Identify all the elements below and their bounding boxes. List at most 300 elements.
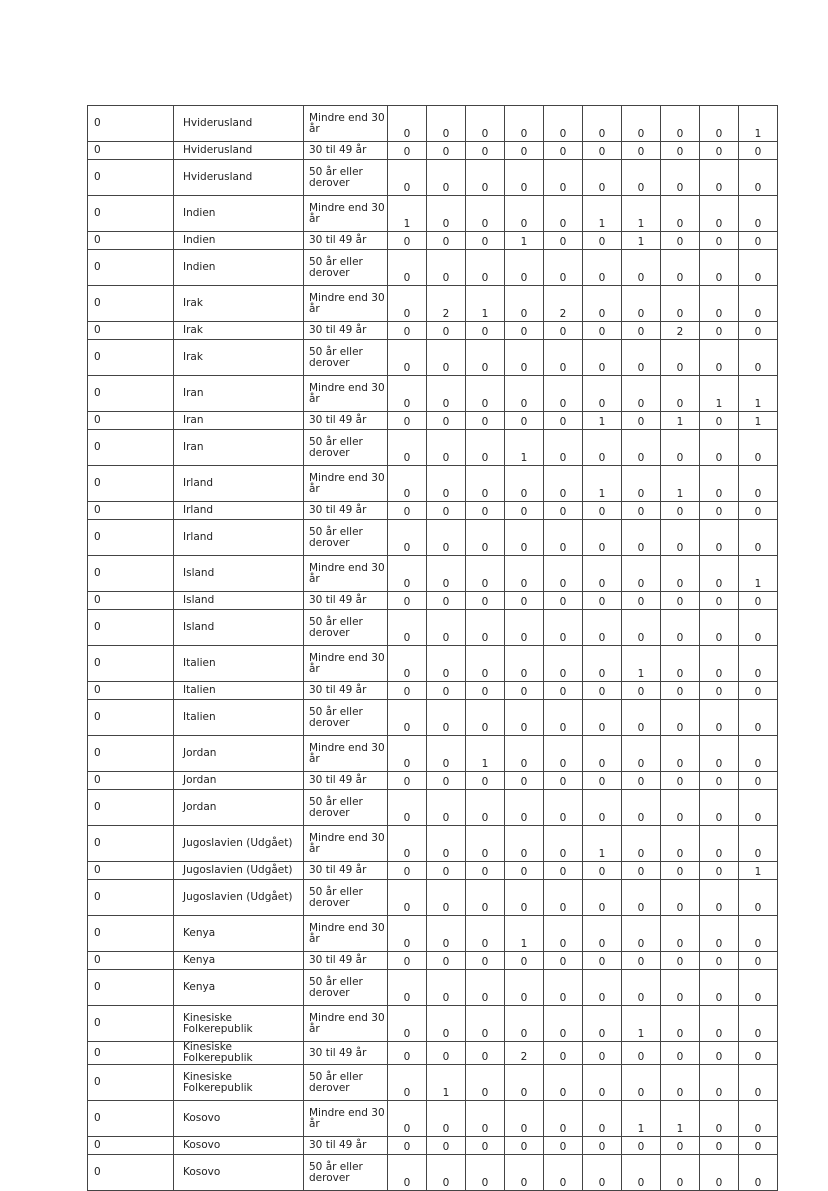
- cell-value: 0: [388, 1065, 427, 1101]
- cell-value: 0: [700, 412, 739, 430]
- table-row: [88, 592, 778, 610]
- cell-value: 0: [739, 160, 778, 196]
- cell-value: 0: [544, 952, 583, 970]
- cell-value: 0: [739, 592, 778, 610]
- cell-age-group: Mindre end 30 år: [304, 1101, 388, 1137]
- cell-code: 0: [88, 412, 174, 430]
- cell-value: 1: [583, 412, 622, 430]
- cell-code: 0: [88, 1155, 174, 1191]
- cell-value: 1: [661, 466, 700, 502]
- cell-value: 0: [388, 952, 427, 970]
- cell-country: Kinesiske Folkerepublik: [174, 1006, 304, 1042]
- table-row: [88, 520, 778, 556]
- cell-value: 0: [466, 772, 505, 790]
- cell-value: 0: [661, 232, 700, 250]
- cell-age-group: 30 til 49 år: [304, 952, 388, 970]
- cell-value: 0: [544, 646, 583, 682]
- cell-value: 0: [466, 970, 505, 1006]
- cell-value: 0: [505, 646, 544, 682]
- cell-value: 0: [583, 1006, 622, 1042]
- cell-value: 0: [661, 376, 700, 412]
- cell-value: 0: [622, 1137, 661, 1155]
- cell-value: 0: [583, 1042, 622, 1065]
- cell-value: 0: [466, 142, 505, 160]
- cell-value: 0: [388, 700, 427, 736]
- cell-country: Iran: [174, 430, 304, 466]
- cell-value: 0: [388, 880, 427, 916]
- cell-value: 0: [388, 106, 427, 142]
- cell-age-group: 50 år eller derover: [304, 430, 388, 466]
- cell-age-group: 50 år eller derover: [304, 250, 388, 286]
- cell-value: 0: [427, 790, 466, 826]
- cell-value: 0: [505, 682, 544, 700]
- cell-value: 0: [388, 592, 427, 610]
- cell-value: 0: [505, 286, 544, 322]
- cell-country: Jugoslavien (Udgået): [174, 880, 304, 916]
- cell-value: 0: [388, 646, 427, 682]
- cell-value: 0: [622, 1065, 661, 1101]
- table-row: [88, 736, 778, 772]
- cell-value: 0: [466, 376, 505, 412]
- cell-value: 0: [466, 412, 505, 430]
- cell-code: 0: [88, 286, 174, 322]
- cell-value: 0: [700, 466, 739, 502]
- cell-value: 0: [544, 520, 583, 556]
- cell-value: 0: [466, 1155, 505, 1191]
- cell-value: 0: [505, 412, 544, 430]
- cell-country: Iran: [174, 376, 304, 412]
- cell-value: 0: [661, 952, 700, 970]
- cell-value: 0: [388, 142, 427, 160]
- cell-value: 0: [661, 826, 700, 862]
- cell-value: 0: [388, 826, 427, 862]
- cell-value: 0: [427, 340, 466, 376]
- cell-value: 0: [505, 556, 544, 592]
- cell-age-group: Mindre end 30 år: [304, 376, 388, 412]
- cell-value: 0: [583, 160, 622, 196]
- table-row: [88, 826, 778, 862]
- cell-value: 0: [700, 682, 739, 700]
- cell-country: Italien: [174, 682, 304, 700]
- cell-code: 0: [88, 340, 174, 376]
- cell-value: 0: [700, 196, 739, 232]
- cell-value: 0: [544, 736, 583, 772]
- cell-value: 0: [700, 826, 739, 862]
- table-row: [88, 556, 778, 592]
- cell-value: 0: [661, 196, 700, 232]
- cell-value: 0: [505, 1006, 544, 1042]
- cell-age-group: 50 år eller derover: [304, 340, 388, 376]
- cell-value: 0: [700, 646, 739, 682]
- cell-value: 0: [739, 1065, 778, 1101]
- cell-code: 0: [88, 142, 174, 160]
- cell-value: 0: [700, 322, 739, 340]
- cell-value: 0: [583, 592, 622, 610]
- cell-value: 0: [466, 250, 505, 286]
- cell-age-group: 50 år eller derover: [304, 520, 388, 556]
- cell-value: 0: [700, 250, 739, 286]
- cell-value: 0: [427, 736, 466, 772]
- cell-value: 0: [505, 970, 544, 1006]
- cell-value: 0: [427, 1137, 466, 1155]
- cell-country: Irland: [174, 502, 304, 520]
- cell-country: Island: [174, 592, 304, 610]
- cell-value: 0: [739, 232, 778, 250]
- cell-value: 1: [739, 376, 778, 412]
- cell-age-group: 30 til 49 år: [304, 232, 388, 250]
- cell-value: 0: [583, 790, 622, 826]
- cell-value: 0: [622, 556, 661, 592]
- cell-value: 0: [739, 682, 778, 700]
- cell-code: 0: [88, 826, 174, 862]
- cell-value: 0: [427, 106, 466, 142]
- cell-country: Kinesiske Folkerepublik: [174, 1065, 304, 1101]
- cell-value: 0: [583, 520, 622, 556]
- cell-value: 0: [466, 646, 505, 682]
- cell-value: 0: [583, 880, 622, 916]
- table-row: [88, 790, 778, 826]
- cell-value: 0: [583, 340, 622, 376]
- cell-value: 0: [700, 160, 739, 196]
- cell-value: 0: [700, 880, 739, 916]
- cell-value: 0: [622, 502, 661, 520]
- cell-age-group: Mindre end 30 år: [304, 466, 388, 502]
- cell-country: Irland: [174, 466, 304, 502]
- cell-value: 1: [661, 412, 700, 430]
- cell-value: 0: [583, 376, 622, 412]
- cell-value: 0: [739, 340, 778, 376]
- cell-value: 0: [739, 952, 778, 970]
- cell-value: 1: [622, 196, 661, 232]
- cell-age-group: Mindre end 30 år: [304, 646, 388, 682]
- cell-value: 0: [544, 1155, 583, 1191]
- cell-age-group: 30 til 49 år: [304, 592, 388, 610]
- cell-value: 0: [466, 790, 505, 826]
- cell-country: Kosovo: [174, 1155, 304, 1191]
- cell-country: Jordan: [174, 772, 304, 790]
- cell-value: 0: [505, 880, 544, 916]
- cell-value: 0: [622, 700, 661, 736]
- cell-code: 0: [88, 430, 174, 466]
- cell-value: 0: [622, 412, 661, 430]
- cell-value: 0: [427, 556, 466, 592]
- cell-value: 0: [427, 196, 466, 232]
- table-row: [88, 340, 778, 376]
- cell-value: 0: [622, 340, 661, 376]
- cell-value: 0: [661, 520, 700, 556]
- cell-code: 0: [88, 1137, 174, 1155]
- cell-value: 0: [544, 970, 583, 1006]
- cell-value: 0: [583, 646, 622, 682]
- cell-value: 0: [427, 646, 466, 682]
- cell-value: 0: [466, 700, 505, 736]
- table-row: [88, 700, 778, 736]
- cell-value: 0: [505, 952, 544, 970]
- table-row: [88, 916, 778, 952]
- cell-value: 0: [583, 502, 622, 520]
- cell-value: 0: [661, 142, 700, 160]
- cell-value: 0: [700, 502, 739, 520]
- cell-value: 0: [544, 700, 583, 736]
- cell-age-group: 30 til 49 år: [304, 142, 388, 160]
- cell-value: 0: [583, 610, 622, 646]
- cell-value: 2: [427, 286, 466, 322]
- cell-country: Italien: [174, 646, 304, 682]
- cell-value: 0: [544, 1065, 583, 1101]
- cell-age-group: 50 år eller derover: [304, 880, 388, 916]
- cell-country: Jugoslavien (Udgået): [174, 826, 304, 862]
- cell-value: 0: [427, 1006, 466, 1042]
- cell-value: 0: [388, 466, 427, 502]
- cell-value: 0: [427, 250, 466, 286]
- cell-value: 0: [700, 772, 739, 790]
- table-row: [88, 250, 778, 286]
- cell-value: 0: [583, 142, 622, 160]
- cell-code: 0: [88, 682, 174, 700]
- cell-age-group: 50 år eller derover: [304, 970, 388, 1006]
- cell-value: 0: [700, 520, 739, 556]
- cell-value: 0: [427, 376, 466, 412]
- cell-age-group: 30 til 49 år: [304, 502, 388, 520]
- cell-value: 0: [739, 610, 778, 646]
- cell-value: 0: [661, 340, 700, 376]
- cell-value: 0: [700, 286, 739, 322]
- cell-value: 1: [739, 556, 778, 592]
- cell-value: 0: [427, 142, 466, 160]
- cell-value: 0: [739, 502, 778, 520]
- cell-value: 1: [622, 646, 661, 682]
- cell-value: 1: [583, 466, 622, 502]
- cell-value: 0: [544, 196, 583, 232]
- cell-value: 1: [622, 1006, 661, 1042]
- cell-value: 0: [427, 772, 466, 790]
- cell-value: 0: [583, 286, 622, 322]
- table-row: [88, 430, 778, 466]
- cell-value: 0: [427, 502, 466, 520]
- cell-code: 0: [88, 1101, 174, 1137]
- table-row: [88, 376, 778, 412]
- cell-value: 0: [544, 592, 583, 610]
- cell-value: 0: [622, 862, 661, 880]
- cell-code: 0: [88, 466, 174, 502]
- cell-value: 0: [466, 1006, 505, 1042]
- cell-value: 0: [661, 862, 700, 880]
- cell-country: Jordan: [174, 736, 304, 772]
- cell-value: 0: [388, 520, 427, 556]
- cell-value: 0: [622, 880, 661, 916]
- cell-age-group: 50 år eller derover: [304, 790, 388, 826]
- cell-value: 0: [583, 1137, 622, 1155]
- cell-value: 1: [583, 196, 622, 232]
- cell-value: 0: [700, 736, 739, 772]
- cell-value: 0: [427, 160, 466, 196]
- cell-value: 0: [739, 790, 778, 826]
- cell-value: 0: [661, 160, 700, 196]
- cell-value: 0: [505, 736, 544, 772]
- cell-country: Jugoslavien (Udgået): [174, 862, 304, 880]
- cell-value: 0: [700, 916, 739, 952]
- cell-value: 0: [505, 592, 544, 610]
- cell-value: 0: [544, 412, 583, 430]
- cell-value: 1: [661, 1101, 700, 1137]
- cell-value: 0: [661, 1137, 700, 1155]
- cell-code: 0: [88, 700, 174, 736]
- cell-value: 0: [583, 1101, 622, 1137]
- cell-country: Kosovo: [174, 1137, 304, 1155]
- cell-value: 0: [505, 862, 544, 880]
- cell-code: 0: [88, 592, 174, 610]
- cell-value: 0: [583, 862, 622, 880]
- cell-code: 0: [88, 790, 174, 826]
- cell-value: 0: [388, 250, 427, 286]
- cell-value: 0: [427, 412, 466, 430]
- cell-value: 0: [544, 430, 583, 466]
- cell-value: 1: [427, 1065, 466, 1101]
- cell-value: 0: [466, 1101, 505, 1137]
- cell-code: 0: [88, 1006, 174, 1042]
- cell-age-group: 50 år eller derover: [304, 160, 388, 196]
- cell-value: 0: [388, 862, 427, 880]
- cell-age-group: Mindre end 30 år: [304, 1006, 388, 1042]
- cell-value: 0: [622, 322, 661, 340]
- cell-value: 0: [466, 502, 505, 520]
- cell-value: 0: [505, 1137, 544, 1155]
- cell-value: 0: [388, 1155, 427, 1191]
- cell-value: 0: [544, 610, 583, 646]
- cell-code: 0: [88, 196, 174, 232]
- cell-value: 0: [466, 196, 505, 232]
- cell-value: 0: [739, 772, 778, 790]
- cell-value: 0: [466, 1065, 505, 1101]
- cell-value: 0: [388, 430, 427, 466]
- cell-value: 0: [388, 1006, 427, 1042]
- cell-value: 0: [427, 970, 466, 1006]
- cell-value: 0: [427, 682, 466, 700]
- table-row: [88, 196, 778, 232]
- cell-value: 0: [622, 142, 661, 160]
- cell-value: 0: [505, 376, 544, 412]
- cell-value: 0: [661, 790, 700, 826]
- cell-value: 0: [661, 430, 700, 466]
- cell-value: 0: [661, 250, 700, 286]
- cell-value: 1: [466, 286, 505, 322]
- cell-value: 0: [505, 466, 544, 502]
- cell-value: 0: [583, 952, 622, 970]
- cell-value: 0: [466, 952, 505, 970]
- cell-value: 0: [661, 736, 700, 772]
- cell-code: 0: [88, 880, 174, 916]
- cell-value: 0: [661, 772, 700, 790]
- cell-value: 0: [661, 1006, 700, 1042]
- cell-country: Kenya: [174, 952, 304, 970]
- cell-value: 0: [661, 592, 700, 610]
- cell-code: 0: [88, 1042, 174, 1065]
- cell-value: 0: [505, 520, 544, 556]
- cell-code: 0: [88, 646, 174, 682]
- cell-value: 0: [700, 952, 739, 970]
- cell-value: 0: [739, 520, 778, 556]
- cell-value: 0: [700, 1155, 739, 1191]
- cell-value: 0: [427, 1101, 466, 1137]
- cell-value: 0: [583, 232, 622, 250]
- cell-value: 0: [739, 466, 778, 502]
- cell-value: 0: [739, 826, 778, 862]
- cell-value: 0: [505, 502, 544, 520]
- cell-value: 0: [466, 1137, 505, 1155]
- cell-country: Kenya: [174, 916, 304, 952]
- cell-code: 0: [88, 952, 174, 970]
- cell-country: Hviderusland: [174, 160, 304, 196]
- cell-value: 0: [700, 592, 739, 610]
- table-body: [88, 106, 778, 1191]
- cell-country: Irland: [174, 520, 304, 556]
- cell-value: 0: [544, 142, 583, 160]
- cell-value: 0: [388, 232, 427, 250]
- cell-country: Iran: [174, 412, 304, 430]
- cell-value: 0: [544, 106, 583, 142]
- table-row: [88, 1101, 778, 1137]
- cell-value: 0: [622, 592, 661, 610]
- cell-value: 0: [622, 376, 661, 412]
- cell-value: 0: [661, 502, 700, 520]
- cell-value: 1: [700, 376, 739, 412]
- cell-country: Indien: [174, 250, 304, 286]
- cell-age-group: Mindre end 30 år: [304, 106, 388, 142]
- cell-value: 0: [544, 376, 583, 412]
- cell-value: 0: [661, 880, 700, 916]
- cell-value: 0: [622, 1042, 661, 1065]
- cell-value: 0: [466, 610, 505, 646]
- cell-value: 0: [583, 106, 622, 142]
- cell-value: 0: [427, 916, 466, 952]
- table-row: [88, 952, 778, 970]
- cell-value: 0: [622, 970, 661, 1006]
- cell-value: 0: [622, 790, 661, 826]
- cell-value: 0: [583, 1155, 622, 1191]
- cell-age-group: 30 til 49 år: [304, 682, 388, 700]
- cell-value: 0: [505, 250, 544, 286]
- cell-value: 0: [544, 160, 583, 196]
- cell-age-group: 30 til 49 år: [304, 1137, 388, 1155]
- cell-value: 0: [622, 430, 661, 466]
- table-row: [88, 412, 778, 430]
- table-row: [88, 232, 778, 250]
- cell-code: 0: [88, 1065, 174, 1101]
- cell-value: 0: [544, 466, 583, 502]
- cell-value: 0: [700, 862, 739, 880]
- cell-age-group: Mindre end 30 år: [304, 826, 388, 862]
- cell-value: 0: [700, 1137, 739, 1155]
- cell-value: 0: [661, 286, 700, 322]
- cell-value: 0: [544, 250, 583, 286]
- cell-value: 0: [544, 1101, 583, 1137]
- cell-value: 0: [544, 682, 583, 700]
- cell-value: 0: [388, 970, 427, 1006]
- cell-value: 1: [739, 862, 778, 880]
- cell-code: 0: [88, 322, 174, 340]
- cell-value: 0: [700, 1065, 739, 1101]
- cell-value: 0: [544, 232, 583, 250]
- table-row: [88, 466, 778, 502]
- cell-value: 0: [583, 430, 622, 466]
- cell-value: 0: [661, 556, 700, 592]
- cell-value: 0: [583, 700, 622, 736]
- cell-code: 0: [88, 232, 174, 250]
- cell-value: 0: [505, 1155, 544, 1191]
- cell-value: 0: [739, 646, 778, 682]
- table-row: [88, 1006, 778, 1042]
- cell-value: 1: [388, 196, 427, 232]
